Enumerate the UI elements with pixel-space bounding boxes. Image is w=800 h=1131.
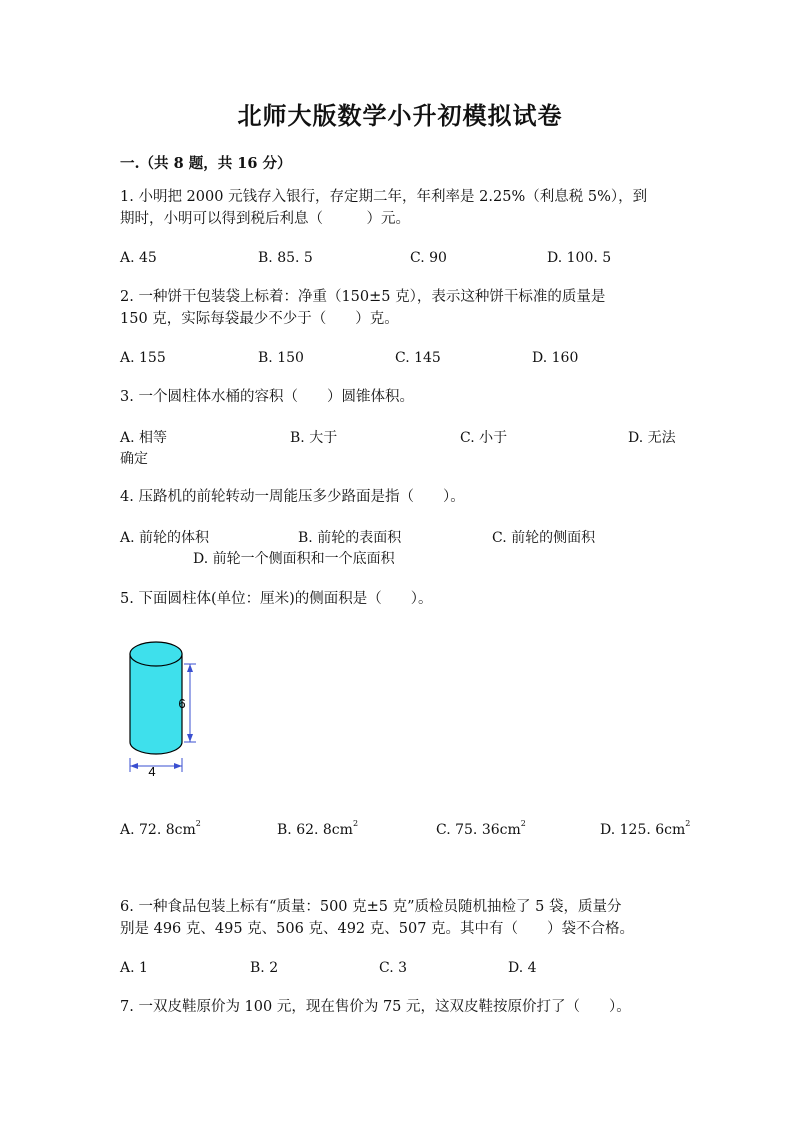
diameter-label: 4 <box>148 764 156 779</box>
cylinder-body <box>130 654 182 754</box>
option-a: A. 1 <box>120 960 148 976</box>
question-line: 2. 一种饼干包装袋上标着：净重（150±5 克），表示这种饼干标准的质量是 <box>120 289 606 305</box>
question-line: 5. 下面圆柱体(单位：厘米)的侧面积是（ ）。 <box>120 591 433 607</box>
option-c: C. 75. $36cm^2$ <box>436 819 526 838</box>
question-line: 3. 一个圆柱体水桶的容积（ ）圆锥体积。 <box>120 389 414 405</box>
question-7 <box>120 996 680 1018</box>
option-d: D. 100. 5 <box>547 250 612 266</box>
option-b: B. 大于 <box>290 430 338 446</box>
option-b: B. 62. $8cm^2$ <box>277 819 359 838</box>
question-5 <box>120 588 680 610</box>
option-c: C. 90 <box>410 250 447 266</box>
question-line: 1. 小明把 2000 元钱存入银行，存定期二年，年利率是 2.25%（利息税 5%），到 <box>120 189 648 205</box>
option-d: D. 4 <box>508 960 537 976</box>
question-line: 150 克，实际每袋最少不少于（ ）克。 <box>120 311 399 327</box>
cylinder-figure <box>120 640 230 784</box>
option-b: B. 前轮的表面积 <box>298 530 402 546</box>
question-3 <box>120 386 680 408</box>
diameter-arrow-right <box>174 763 182 769</box>
height-arrow-bottom <box>187 734 193 742</box>
option-c: C. 145 <box>395 350 441 366</box>
question-4 <box>120 486 680 508</box>
option-b: B. 85. 5 <box>258 250 313 266</box>
height-arrow-top <box>187 664 193 672</box>
option-c: C. 小于 <box>460 430 508 446</box>
option-a: A. 72. $8cm^2$ <box>120 819 201 838</box>
option-b: B. 2 <box>250 960 279 976</box>
question-line: 6. 一种食品包装上标有“质量：500 克±5 克”质检员随机抽检了 5 袋，质量分 <box>120 899 622 915</box>
option-c: C. 前轮的侧面积 <box>492 530 596 546</box>
diameter-arrow-left <box>130 763 138 769</box>
question-line: 4. 压路机的前轮转动一周能压多少路面是指（ ）。 <box>120 489 465 505</box>
question-line: 7. 一双皮鞋原价为 100 元，现在售价为 75 元，这双皮鞋按原价打了（ ）。 <box>120 999 631 1015</box>
question-line: 别是 496 克、495 克、506 克、492 克、507 克。其中有（ ）袋不合格。 <box>120 921 635 937</box>
question-line: 期时，小明可以得到税后利息（ ）元。 <box>120 211 410 227</box>
option-d-wrap: 确定 <box>120 451 148 467</box>
cylinder-diagram <box>120 640 230 780</box>
page-title: 北师大版数学小升初模拟试卷 <box>237 101 563 130</box>
section-header: 一.（共 8 题，共 16 分） <box>120 155 292 172</box>
question-1 <box>120 186 680 230</box>
option-a: A. 相等 <box>120 430 168 446</box>
question-2 <box>120 286 680 330</box>
option-d: D. 160 <box>532 350 579 366</box>
option-d: D. 无法 <box>628 430 676 446</box>
option-b: B. 150 <box>258 350 304 366</box>
height-label: 6 <box>178 696 186 711</box>
option-a: A. 155 <box>120 350 166 366</box>
option-d: D. 125. $6cm^2$ <box>600 819 691 838</box>
option-a: A. 前轮的体积 <box>120 530 210 546</box>
option-d: D. 前轮一个侧面积和一个底面积 <box>193 551 395 567</box>
question-6 <box>120 896 680 940</box>
cylinder-top <box>130 642 182 666</box>
option-c: C. 3 <box>379 960 408 976</box>
option-a: A. 45 <box>120 250 157 266</box>
